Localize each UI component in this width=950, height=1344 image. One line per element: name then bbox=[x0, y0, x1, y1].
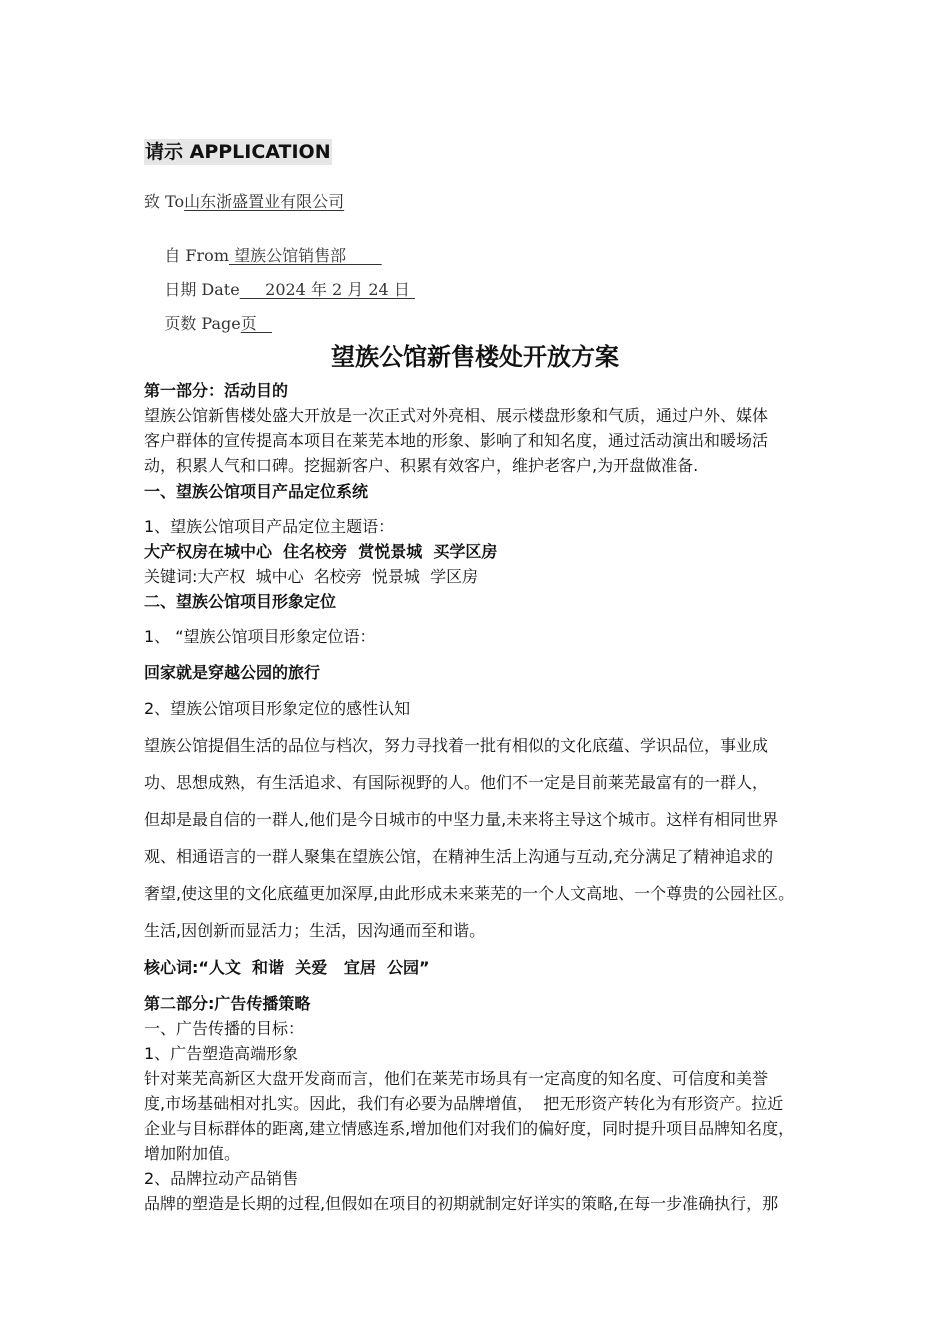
part2-para1-line: 针对莱芜高新区大盘开发商而言，他们在莱芜市场具有一定高度的知名度、可信度和美誉 bbox=[144, 1069, 769, 1088]
section2-item2: 2、望族公馆项目形象定位的感性认知 bbox=[144, 699, 411, 718]
section2-para-line: 望族公馆提倡生活的品位与档次，努力寻找着一批有相似的文化底蕴、学识品位，事业成 bbox=[144, 736, 769, 755]
section1-theme: 大产权房在城中心 住名校旁 赏悦景城 买学区房 bbox=[144, 542, 498, 561]
part2-para1-line: 度,市场基础相对扎实。因此，我们有必要为品牌增值， 把无形资产转化为有形资产。拉近 bbox=[144, 1094, 784, 1113]
page-value: 页 bbox=[240, 314, 272, 333]
section1-item1: 1、望族公馆项目产品定位主题语： bbox=[144, 517, 395, 536]
part2-para1-line: 增加附加值。 bbox=[144, 1144, 241, 1163]
part1-para-line: 动，积累人气和口碑。挖掘新客户、积累有效客户，维护老客户,为开盘做准备. bbox=[144, 456, 699, 475]
part2-para2-line: 品牌的塑造是长期的过程,但假如在项目的初期就制定好详实的策略,在每一步准确执行，那 bbox=[144, 1194, 779, 1213]
from-label: 自 From bbox=[164, 246, 229, 265]
part2-para1-line: 企业与目标群体的距离,建立情感连系,增加他们对我们的偏好度，同时提升项目品牌知名度， bbox=[144, 1119, 795, 1138]
part1-heading: 第一部分：活动目的 bbox=[144, 381, 289, 400]
part2-item2: 2、品牌拉动产品销售 bbox=[144, 1169, 299, 1188]
part1-para-line: 望族公馆新售楼处盛大开放是一次正式对外亮相、展示楼盘形象和气质，通过户外、媒体 bbox=[144, 406, 769, 425]
section2-heading: 二、望族公馆项目形象定位 bbox=[144, 592, 337, 611]
document-title: 望族公馆新售楼处开放方案 bbox=[331, 343, 619, 371]
part2-item1: 1、广告塑造高端形象 bbox=[144, 1044, 299, 1063]
section2-para-line: 功、思想成熟，有生活追求、有国际视野的人。他们不一定是目前莱芜最富有的一群人， bbox=[144, 773, 769, 792]
section2-slogan: 回家就是穿越公园的旅行 bbox=[144, 663, 321, 682]
section2-para-line: 但却是最自信的一群人,他们是今日城市的中坚力量,未来将主导这个城市。这样有相同世界 bbox=[144, 810, 779, 829]
application-label: 请示 APPLICATION bbox=[145, 141, 331, 163]
from-value: 望族公馆销售部 bbox=[229, 246, 382, 265]
date-label: 日期 Date bbox=[164, 280, 240, 299]
application-heading bbox=[144, 137, 332, 164]
section2-para-line: 观、相通语言的一群人聚集在望族公馆，在精神生活上沟通与互动,充分满足了精神追求的 bbox=[144, 847, 774, 866]
section1-keywords: 关键词:大产权 城中心 名校旁 悦景城 学区房 bbox=[144, 567, 479, 586]
section2-item1: 1、 “望族公馆项目形象定位语： bbox=[144, 627, 376, 646]
section2-para-line: 生活,因创新而显活力；生活，因沟通而至和谐。 bbox=[144, 921, 486, 940]
part2-heading: 第二部分:广告传播策略 bbox=[144, 994, 311, 1013]
part2-goal: 一、广告传播的目标： bbox=[144, 1019, 305, 1038]
section1-heading: 一、望族公馆项目产品定位系统 bbox=[144, 482, 369, 501]
core-words: 核心词:“人文 和谐 关爱 宜居 公园” bbox=[144, 958, 430, 977]
section2-para-line: 奢望,使这里的文化底蕴更加深厚,由此形成未来莱芜的一个人文高地、一个尊贵的公园社区。 bbox=[144, 884, 795, 903]
page-label: 页数 Page bbox=[164, 314, 241, 333]
to-value: 山东浙盛置业有限公司 bbox=[184, 192, 345, 211]
date-value: 2024 年 2 月 24 日 bbox=[239, 280, 415, 299]
part1-para-line: 客户群体的宣传提高本项目在莱芜本地的形象、影响了和知名度，通过活动演出和暖场活 bbox=[144, 431, 769, 450]
to-line bbox=[144, 189, 344, 212]
to-label: 致 To bbox=[144, 192, 185, 211]
